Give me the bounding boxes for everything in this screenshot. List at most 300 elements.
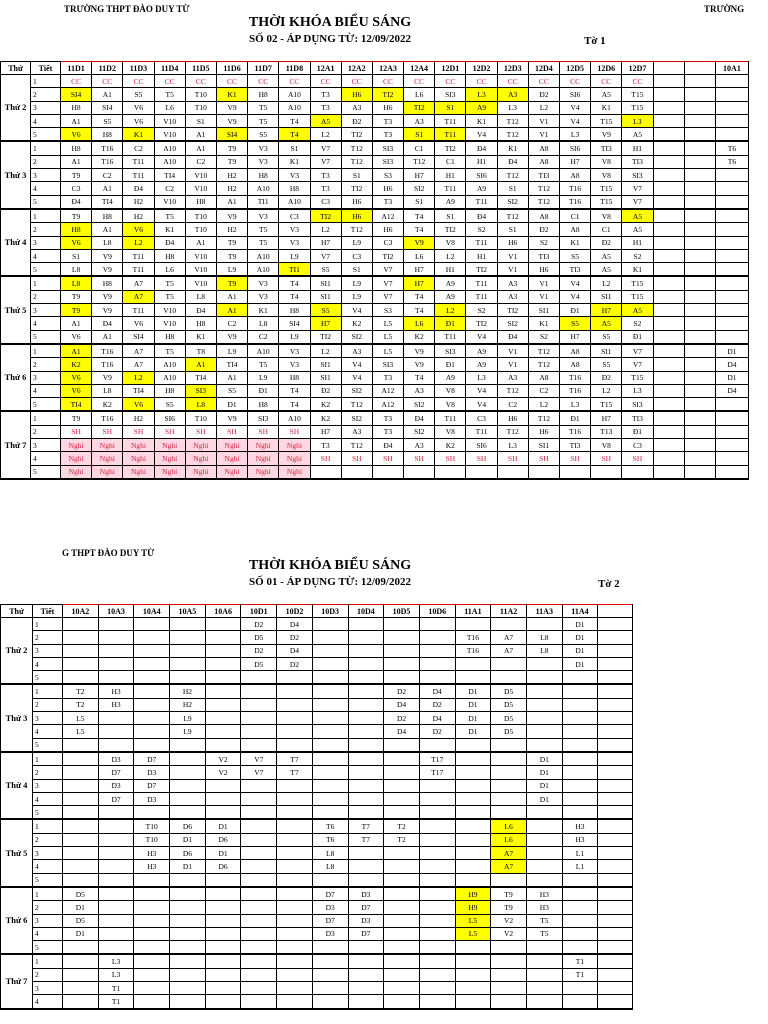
schedule-cell: [653, 75, 684, 88]
schedule-cell: [455, 995, 491, 1009]
schedule-cell: [312, 806, 348, 820]
schedule-cell: A9: [435, 195, 466, 209]
schedule-cell: D6: [170, 819, 206, 833]
schedule-cell: H8: [248, 88, 279, 101]
class-header: 12D1: [435, 62, 466, 75]
schedule-cell: L3: [560, 398, 591, 412]
schedule-cell: [526, 698, 562, 711]
schedule-cell: H8: [279, 182, 310, 195]
schedule-cell: [205, 806, 241, 820]
period-number: 3: [31, 304, 61, 317]
schedule-cell: Đ4: [154, 236, 185, 249]
period-number: 5: [33, 806, 63, 820]
period-number: 3: [33, 712, 63, 725]
schedule-cell: H3: [526, 901, 562, 914]
schedule-cell: Đ4: [61, 195, 92, 209]
schedule-cell: SI3: [185, 384, 216, 397]
schedule-cell: T10: [134, 833, 170, 846]
schedule-cell: [134, 901, 170, 914]
schedule-cell: A5: [622, 304, 653, 317]
schedule-cell: Nghỉ: [123, 452, 154, 465]
schedule-cell: Nghỉ: [92, 452, 123, 465]
schedule-cell: [684, 155, 715, 168]
schedule-cell: [526, 725, 562, 738]
schedule-cell: Nghỉ: [185, 465, 216, 479]
schedule-cell: Đ4: [92, 317, 123, 330]
schedule-cell: H3: [562, 819, 598, 833]
schedule-cell: CC: [92, 75, 123, 88]
schedule-cell: [384, 671, 420, 685]
schedule-cell: V7: [622, 358, 653, 371]
schedule-cell: T3: [372, 371, 403, 384]
schedule-cell: L5: [372, 330, 403, 344]
schedule-cell: V7: [310, 249, 341, 262]
schedule-cell: V7: [372, 263, 403, 277]
schedule-cell: H6: [341, 88, 372, 101]
schedule-cell: [312, 712, 348, 725]
schedule-cell: V3: [279, 344, 310, 358]
schedule-cell: V3: [248, 155, 279, 168]
schedule-cell: [455, 968, 491, 981]
schedule-cell: A10: [248, 263, 279, 277]
schedule-cell: T16: [560, 384, 591, 397]
schedule-cell: [526, 995, 562, 1009]
schedule-cell: T15: [591, 114, 622, 127]
schedule-cell: L8: [312, 847, 348, 860]
schedule-cell: [384, 887, 420, 901]
schedule-cell: [98, 671, 134, 685]
schedule-cell: [205, 644, 241, 657]
schedule-cell: [455, 657, 491, 670]
schedule-cell: T16: [92, 141, 123, 155]
schedule-cell: D4: [384, 698, 420, 711]
schedule-cell: A3: [404, 114, 435, 127]
schedule-cell: SI1: [310, 358, 341, 371]
schedule-cell: [312, 684, 348, 698]
schedule-cell: D7: [134, 779, 170, 792]
schedule-cell: T11: [466, 276, 497, 290]
schedule-cell: A1: [185, 236, 216, 249]
schedule-cell: [98, 738, 134, 752]
schedule-cell: V3: [248, 290, 279, 303]
schedule-cell: L2: [310, 223, 341, 236]
schedule-cell: A7: [123, 344, 154, 358]
period-number: 4: [31, 452, 61, 465]
schedule-cell: CC: [154, 75, 185, 88]
schedule-cell: S1: [497, 223, 528, 236]
schedule-cell: Đ1: [248, 384, 279, 397]
schedule-cell: [419, 738, 455, 752]
schedule-cell: [562, 712, 598, 725]
schedule-cell: [348, 779, 384, 792]
schedule-cell: [310, 465, 341, 479]
schedule-cell: A5: [591, 317, 622, 330]
period-row: [1, 358, 749, 371]
schedule-cell: TI4: [216, 358, 247, 371]
schedule-cell: [170, 914, 206, 927]
schedule-cell: [598, 698, 633, 711]
schedule-cell: [241, 860, 277, 873]
schedule-cell: V8: [591, 209, 622, 223]
schedule-cell: T3: [372, 411, 403, 425]
schedule-cell: H1: [435, 169, 466, 182]
schedule-cell: [205, 982, 241, 995]
schedule-cell: H7: [404, 276, 435, 290]
period-number: 5: [31, 263, 61, 277]
schedule-cell: K1: [528, 317, 559, 330]
schedule-cell: Đ1: [560, 304, 591, 317]
schedule-cell: A3: [404, 384, 435, 397]
schedule-cell: [384, 752, 420, 766]
schedule-cell: Đ2: [528, 88, 559, 101]
schedule-cell: [419, 819, 455, 833]
schedule-cell: [98, 657, 134, 670]
schedule-cell: Đ2: [310, 384, 341, 397]
schedule-cell: T10: [185, 223, 216, 236]
schedule-cell: H7: [404, 169, 435, 182]
schedule-cell: A3: [497, 276, 528, 290]
schedule-cell: Đ4: [497, 155, 528, 168]
schedule-cell: [384, 873, 420, 887]
schedule-cell: L9: [341, 290, 372, 303]
schedule-cell: [491, 766, 527, 779]
schedule-cell: [715, 169, 748, 182]
schedule-cell: S2: [466, 223, 497, 236]
schedule-cell: SI2: [404, 425, 435, 438]
schedule-cell: A9: [435, 276, 466, 290]
schedule-cell: [560, 465, 591, 479]
schedule-cell: H8: [92, 209, 123, 223]
schedule-cell: [170, 644, 206, 657]
schedule-cell: [241, 995, 277, 1009]
schedule-cell: [134, 725, 170, 738]
schedule-cell: [419, 657, 455, 670]
schedule-cell: T11: [466, 425, 497, 438]
schedule-cell: Nghỉ: [185, 452, 216, 465]
sheet1-number: Tờ 1: [584, 35, 606, 47]
schedule-cell: [715, 249, 748, 262]
schedule-cell: [562, 752, 598, 766]
schedule-cell: [277, 738, 313, 752]
day-label: Thứ 2: [1, 618, 33, 685]
period-row: [1, 914, 633, 927]
schedule-cell: S2: [622, 317, 653, 330]
schedule-cell: [653, 452, 684, 465]
schedule-cell: V9: [591, 128, 622, 142]
schedule-cell: [98, 712, 134, 725]
schedule-cell: V1: [497, 249, 528, 262]
schedule-cell: T4: [404, 223, 435, 236]
schedule-cell: S5: [591, 330, 622, 344]
schedule-cell: T12: [341, 439, 372, 452]
period-row: [1, 779, 633, 792]
schedule-cell: T9: [216, 249, 247, 262]
schedule-cell: D4: [715, 358, 748, 371]
schedule-cell: D2: [384, 712, 420, 725]
schedule-cell: SI6: [466, 439, 497, 452]
schedule-cell: [715, 114, 748, 127]
schedule-cell: [312, 982, 348, 995]
schedule-cell: [591, 465, 622, 479]
class-header: 11D5: [185, 62, 216, 75]
schedule-cell: [562, 982, 598, 995]
schedule-cell: [598, 847, 633, 860]
period-number: 2: [33, 833, 63, 846]
schedule-cell: H8: [154, 330, 185, 344]
period-number: 4: [31, 384, 61, 397]
class-header: 12A3: [372, 62, 403, 75]
schedule-cell: [684, 141, 715, 155]
schedule-cell: D1: [455, 712, 491, 725]
schedule-cell: D1: [562, 657, 598, 670]
schedule-cell: T11: [123, 263, 154, 277]
schedule-cell: [205, 631, 241, 644]
period-row: [1, 128, 749, 142]
schedule-cell: V9: [92, 263, 123, 277]
schedule-cell: TI3: [560, 439, 591, 452]
schedule-cell: [312, 657, 348, 670]
schedule-cell: A12: [372, 384, 403, 397]
schedule-cell: T9: [61, 411, 92, 425]
schedule-cell: H8: [279, 304, 310, 317]
schedule-cell: [384, 657, 420, 670]
period-row: [1, 792, 633, 805]
schedule-cell: T12: [497, 209, 528, 223]
schedule-cell: T5: [154, 88, 185, 101]
period-row: [1, 169, 749, 182]
schedule-cell: [684, 114, 715, 127]
period-number: 3: [33, 779, 63, 792]
schedule-cell: TI2: [341, 128, 372, 142]
schedule-cell: C3: [622, 439, 653, 452]
schedule-cell: T15: [591, 195, 622, 209]
schedule-cell: V1: [497, 344, 528, 358]
schedule-cell: [653, 223, 684, 236]
period-row: [1, 887, 633, 901]
schedule-cell: [63, 833, 99, 846]
schedule-cell: [312, 995, 348, 1009]
schedule-cell: [241, 873, 277, 887]
schedule-cell: [653, 398, 684, 412]
schedule-cell: SI3: [622, 169, 653, 182]
schedule-cell: T3: [310, 88, 341, 101]
schedule-cell: A5: [591, 263, 622, 277]
schedule-cell: [598, 941, 633, 955]
period-row: [1, 411, 749, 425]
schedule-cell: [715, 88, 748, 101]
schedule-cell: L8: [185, 398, 216, 412]
schedule-cell: TI2: [497, 304, 528, 317]
schedule-cell: V9: [216, 411, 247, 425]
schedule-cell: V1: [528, 290, 559, 303]
schedule-cell: T9: [216, 236, 247, 249]
schedule-cell: S2: [528, 330, 559, 344]
schedule-cell: [348, 725, 384, 738]
schedule-cell: [684, 384, 715, 397]
schedule-cell: T11: [466, 195, 497, 209]
schedule-cell: S1: [404, 195, 435, 209]
schedule-cell: Đ4: [123, 182, 154, 195]
schedule-cell: T1: [562, 954, 598, 968]
schedule-cell: A1: [61, 317, 92, 330]
schedule-cell: [684, 344, 715, 358]
schedule-cell: [384, 644, 420, 657]
schedule-cell: A8: [528, 371, 559, 384]
schedule-cell: CC: [560, 75, 591, 88]
schedule-cell: [170, 618, 206, 631]
period-number: 1: [33, 618, 63, 631]
schedule-cell: Đ4: [466, 141, 497, 155]
schedule-cell: [491, 792, 527, 805]
schedule-cell: H8: [61, 141, 92, 155]
schedule-cell: TI3: [528, 249, 559, 262]
schedule-cell: [384, 995, 420, 1009]
schedule-cell: H7: [310, 236, 341, 249]
schedule-cell: [312, 698, 348, 711]
schedule-cell: V3: [248, 141, 279, 155]
schedule-cell: [98, 631, 134, 644]
schedule-cell: Đ4: [497, 330, 528, 344]
schedule-cell: L9: [248, 371, 279, 384]
schedule-cell: T4: [279, 384, 310, 397]
schedule-cell: D7: [312, 914, 348, 927]
schedule-cell: H6: [528, 425, 559, 438]
schedule-cell: [98, 819, 134, 833]
schedule-cell: T12: [341, 398, 372, 412]
schedule-cell: L5: [455, 927, 491, 940]
schedule-cell: L9: [279, 330, 310, 344]
schedule-cell: L6: [154, 263, 185, 277]
schedule-cell: L8: [92, 236, 123, 249]
schedule-cell: A8: [560, 223, 591, 236]
schedule-cell: [63, 738, 99, 752]
period-number: 5: [33, 671, 63, 685]
schedule-cell: T11: [466, 236, 497, 249]
schedule-cell: T8: [185, 344, 216, 358]
schedule-cell: TI3: [622, 155, 653, 168]
schedule-cell: L5: [63, 712, 99, 725]
schedule-cell: L3: [466, 88, 497, 101]
schedule-cell: S5: [123, 88, 154, 101]
schedule-cell: V2: [205, 752, 241, 766]
schedule-cell: T3: [372, 114, 403, 127]
schedule-cell: [598, 995, 633, 1009]
period-number: 3: [31, 101, 61, 114]
schedule-cell: [455, 860, 491, 873]
schedule-cell: [134, 914, 170, 927]
schedule-cell: V4: [466, 384, 497, 397]
schedule-cell: C2: [248, 330, 279, 344]
schedule-cell: A9: [466, 358, 497, 371]
schedule-cell: D1: [562, 631, 598, 644]
schedule-cell: S1: [404, 128, 435, 142]
schedule-cell: T15: [622, 276, 653, 290]
schedule-cell: [684, 128, 715, 142]
schedule-cell: S5: [310, 304, 341, 317]
schedule-cell: [384, 941, 420, 955]
schedule-cell: [134, 671, 170, 685]
schedule-cell: L3: [497, 439, 528, 452]
schedule-cell: SI2: [341, 384, 372, 397]
schedule-cell: V2: [491, 927, 527, 940]
schedule-cell: [491, 982, 527, 995]
schedule-cell: CC: [435, 75, 466, 88]
schedule-cell: [277, 819, 313, 833]
schedule-cell: V7: [372, 290, 403, 303]
schedule-cell: H3: [134, 860, 170, 873]
schedule-cell: L2: [310, 344, 341, 358]
schedule-cell: [241, 954, 277, 968]
period-row: [1, 833, 633, 846]
schedule-cell: S1: [341, 263, 372, 277]
schedule-cell: SH: [154, 425, 185, 438]
schedule-cell: SI1: [310, 276, 341, 290]
schedule-cell: T12: [341, 223, 372, 236]
schedule-cell: K1: [497, 141, 528, 155]
schedule-cell: [134, 698, 170, 711]
schedule-cell: V6: [61, 330, 92, 344]
day-label: Thứ 5: [1, 819, 33, 886]
schedule-cell: [170, 738, 206, 752]
schedule-cell: A9: [435, 371, 466, 384]
period-row: [1, 806, 633, 820]
schedule-cell: [277, 968, 313, 981]
period-number: 1: [31, 411, 61, 425]
schedule-cell: Đ4: [372, 439, 403, 452]
schedule-cell: SI6: [154, 411, 185, 425]
period-row: [1, 631, 633, 644]
period-row: [1, 398, 749, 412]
schedule-cell: H6: [372, 182, 403, 195]
schedule-cell: V4: [466, 330, 497, 344]
schedule-cell: C1: [404, 141, 435, 155]
period-number: 3: [31, 371, 61, 384]
schedule-cell: [277, 847, 313, 860]
schedule-cell: T12: [497, 114, 528, 127]
schedule-cell: D1: [205, 847, 241, 860]
schedule-cell: T16: [560, 425, 591, 438]
schedule-cell: K1: [560, 236, 591, 249]
schedule-cell: [205, 738, 241, 752]
period-number: 2: [31, 290, 61, 303]
schedule-cell: [241, 712, 277, 725]
schedule-cell: [653, 209, 684, 223]
schedule-cell: [384, 982, 420, 995]
period-row: [1, 766, 633, 779]
period-row: [1, 644, 633, 657]
schedule-cell: SI4: [92, 101, 123, 114]
schedule-cell: D2: [419, 698, 455, 711]
schedule-cell: V3: [248, 209, 279, 223]
schedule-cell: V9: [216, 101, 247, 114]
schedule-cell: S5: [248, 128, 279, 142]
schedule-cell: [98, 806, 134, 820]
schedule-cell: D1: [526, 779, 562, 792]
schedule-cell: T16: [560, 195, 591, 209]
schedule-cell: H1: [466, 155, 497, 168]
schedule-cell: SI1: [591, 344, 622, 358]
schedule-cell: [241, 779, 277, 792]
sheet1-title: THỜI KHÓA BIỂU SÁNG: [248, 15, 412, 30]
schedule-cell: T16: [92, 155, 123, 168]
period-number: 3: [31, 236, 61, 249]
schedule-cell: V1: [528, 276, 559, 290]
schedule-cell: V1: [497, 263, 528, 277]
schedule-cell: [205, 941, 241, 955]
schedule-cell: [455, 847, 491, 860]
schedule-cell: SI3: [372, 141, 403, 155]
header-row: [1, 605, 633, 618]
